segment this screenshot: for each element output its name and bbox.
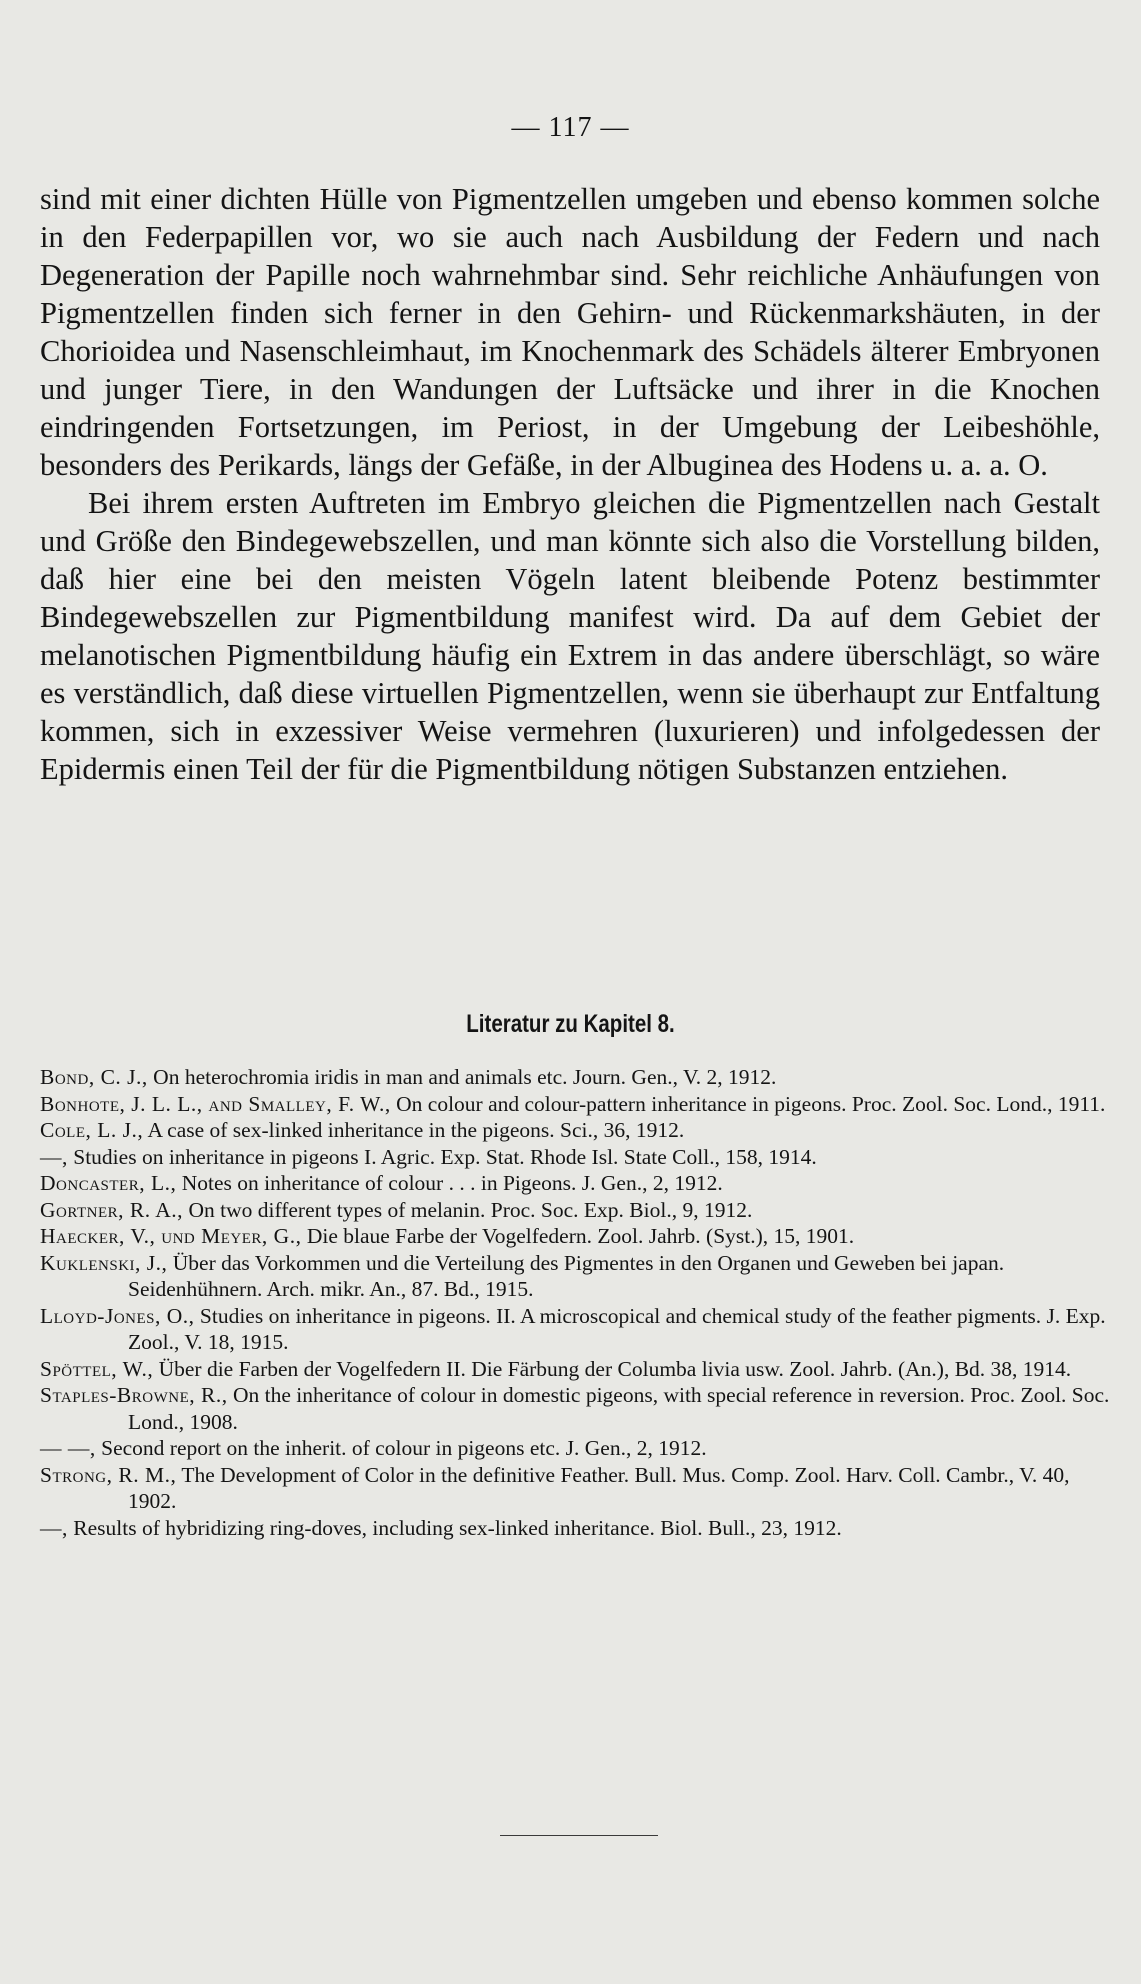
reference-text: On heterochromia iridis in man and animals etc. Journ. Gen., V. 2, 1912. (147, 1065, 777, 1089)
reference-author: Lloyd-Jones, O., (40, 1303, 195, 1328)
reference-text: The Development of Color in the definitive Feather. Bull. Mus. Comp. Zool. Harv. Coll. Cambr., V. 40, 1902. (128, 1462, 1070, 1513)
reference-text: A case of sex-linked inheritance in the pigeons. Sci., 36, 1912. (143, 1118, 685, 1142)
closing-rule (500, 1835, 658, 1836)
reference-author: Cole, L. J., (40, 1118, 144, 1142)
reference-author: —, (40, 1515, 68, 1540)
reference-item (40, 1197, 1114, 1224)
reference-author: Gortner, R. A., (40, 1197, 184, 1222)
reference-author: Bond, C. J., (40, 1065, 148, 1089)
reference-text: On two different types of melanin. Proc. Soc. Exp. Biol., 9, 1912. (183, 1197, 753, 1222)
reference-text: Results of hybridizing ring-doves, including sex-linked inheritance. Biol. Bull., 23, 1912. (67, 1515, 842, 1540)
reference-text: On colour and colour-pattern inheritance in pigeons. Proc. Zool. Soc. Lond., 1911. (390, 1091, 1106, 1116)
reference-author: —, (40, 1144, 68, 1169)
reference-text: Second report on the inherit. of colour in pigeons etc. J. Gen., 2, 1912. (95, 1436, 707, 1460)
reference-item (40, 1091, 1114, 1118)
body-text (40, 180, 1100, 788)
reference-text: Notes on inheritance of colour . . . in Pigeons. J. Gen., 2, 1912. (176, 1171, 723, 1195)
reference-author: Bonhote, J. L. L., and Smalley, F. W., (40, 1091, 391, 1116)
page-number: — 117 — (511, 112, 630, 143)
reference-item (40, 1250, 1114, 1303)
reference-author: Haecker, V., und Meyer, G., (40, 1224, 302, 1248)
reference-item (40, 1064, 1114, 1091)
reference-author: — —, (40, 1436, 96, 1460)
reference-text: Studies on inheritance in pigeons. II. A microscopical and chemical study of the feather pigments. J. Exp. Zool., V. 18, 1915. (128, 1303, 1106, 1354)
reference-text: Studies on inheritance in pigeons I. Agric. Exp. Stat. Rhode Isl. State Coll., 158, 1914. (67, 1144, 817, 1169)
reference-item (40, 1117, 1114, 1144)
paragraph: sind mit einer dichten Hülle von Pigmentzellen umgeben und ebenso kommen solche in den Federpapillen vor, wo sie auch nach Ausbildung der Federn und nach Degeneration der Papille noch wahrnehmbar sind. Sehr reichliche Anhäufungen von Pigmentzellen finden sich ferner in den Gehirn- und Rückenmarkshäuten, in der Chorioidea und Nasenschleimhaut, im Knochenmark des Schädels älterer Embryonen und junger Tiere, in den Wandungen der Luftsäcke und ihrer in die Knochen eindringenden Fortsetzungen, im Periost, in der Umgebung der Leibeshöhle, besonders des Perikards, längs der Gefäße, in der Albuginea des Hodens u. a. a. O. (40, 182, 1100, 482)
reference-author: Kuklenski, J., (40, 1250, 168, 1275)
reference-text: Über das Vorkommen und die Verteilung des Pigmentes in den Organen und Geweben bei japan. Seidenhühnern. Arch. mikr. An., 87. Bd., 1915. (128, 1250, 1005, 1301)
reference-text: On the inheritance of colour in domestic pigeons, with special reference in reversion. Proc. Zool. Soc. Lond., 1908. (128, 1383, 1110, 1434)
reference-item (40, 1170, 1114, 1197)
reference-item (40, 1435, 1114, 1462)
reference-text: Über die Farben der Vogelfedern II. Die Färbung der Columba livia usw. Zool. Jahrb. (An.), Bd. 38, 1914. (153, 1356, 1072, 1381)
reference-item (40, 1382, 1114, 1435)
reference-item (40, 1462, 1114, 1515)
reference-text: Die blaue Farbe der Vogelfedern. Zool. Jahrb. (Syst.), 15, 1901. (301, 1224, 855, 1248)
reference-item (40, 1356, 1114, 1383)
reference-author: Spöttel, W., (40, 1356, 154, 1381)
reference-author: Staples-Browne, R., (40, 1383, 228, 1407)
section-heading: Literatur zu Kapitel 8. (466, 1010, 675, 1038)
reference-item (40, 1144, 1114, 1171)
reference-item (40, 1515, 1114, 1542)
paragraph: Bei ihrem ersten Auftreten im Embryo gleichen die Pigmentzellen nach Gestalt und Größe den Bindegewebszellen, und man könnte sich also die Vorstellung bilden, daß hier eine bei den meisten Vögeln latent bleibende Potenz bestimmter Bindegewebszellen zur Pigmentbildung manifest wird. Da auf dem Gebiet der melanotischen Pigmentbildung häufig ein Extrem in das andere überschlägt, so wäre es verständlich, daß diese virtuellen Pigmentzellen, wenn sie überhaupt zur Entfaltung kommen, sich in exzessiver Weise vermehren (luxurieren) und infolgedessen der Epidermis einen Teil der für die Pigmentbildung nötigen Substanzen entziehen. (40, 486, 1100, 786)
reference-author: Strong, R. M., (40, 1462, 177, 1487)
reference-list (40, 1064, 1114, 1541)
reference-author: Doncaster, L., (40, 1171, 177, 1195)
reference-item (40, 1223, 1114, 1250)
reference-item (40, 1303, 1114, 1356)
